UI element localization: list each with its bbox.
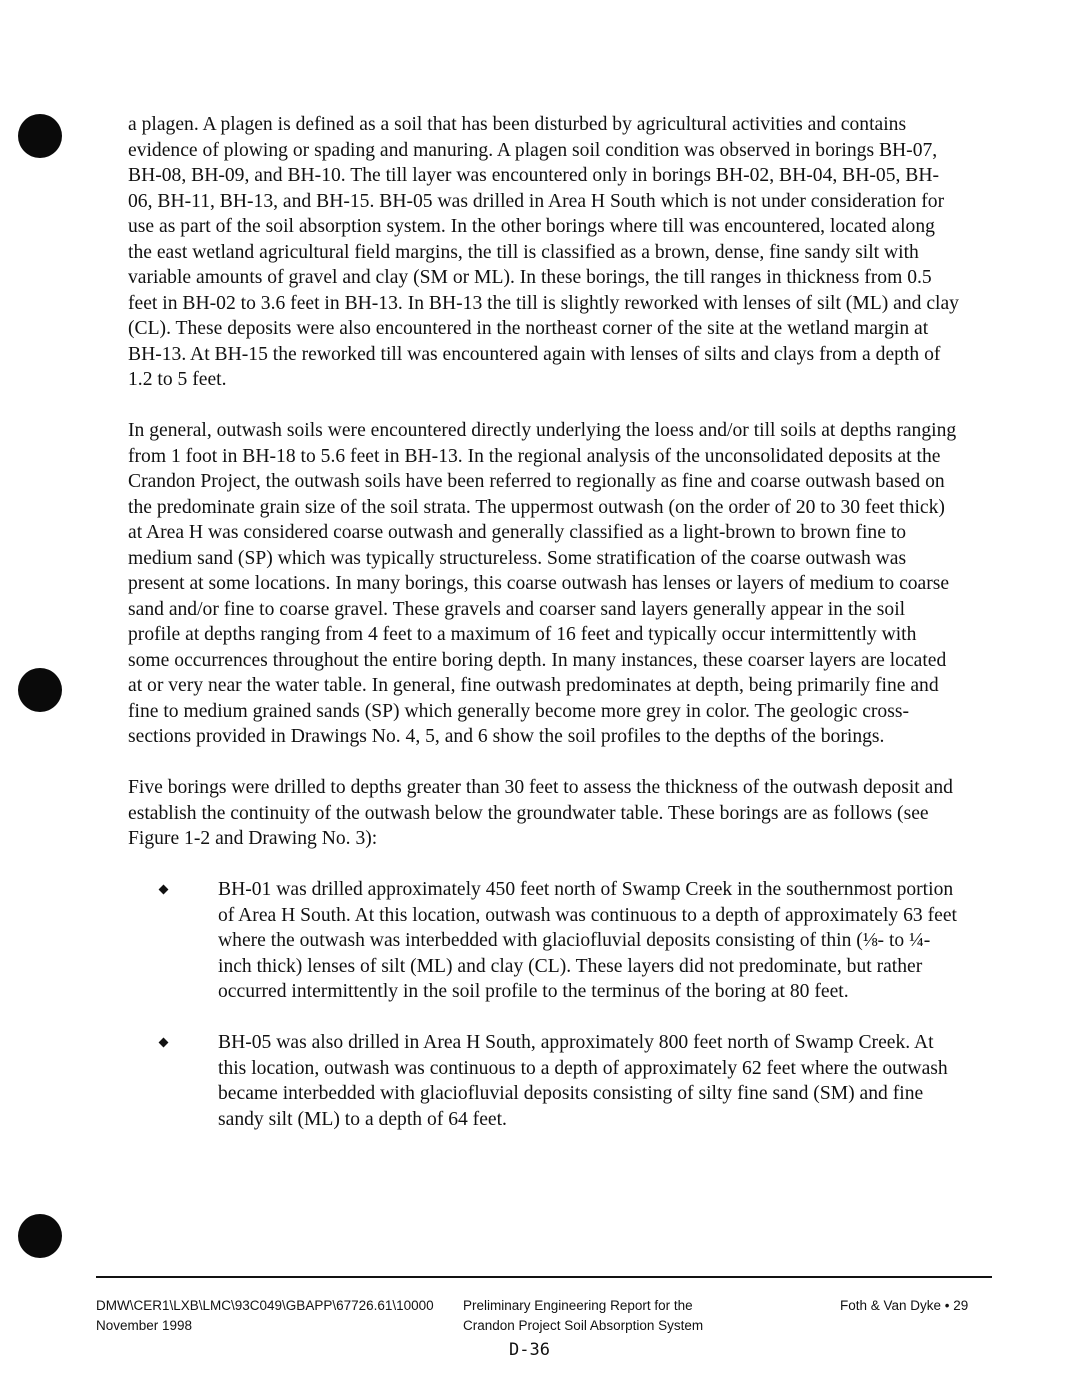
punch-hole-top [18,114,62,158]
list-item [128,877,960,1005]
footer-right [840,1296,968,1316]
boring-list [128,877,960,1132]
footer-left [96,1296,434,1336]
footer-divider [96,1276,992,1278]
diamond-bullet-icon [159,1038,169,1048]
punch-hole-middle [18,668,62,712]
punch-hole-bottom [18,1214,62,1258]
footer-center [463,1296,703,1336]
footer-firm-page: Foth & Van Dyke • 29 [840,1298,969,1313]
report-body [128,112,960,1158]
diamond-bullet-icon [159,885,169,895]
footer-report-title-line1: Preliminary Engineering Report for the [463,1298,693,1313]
footer-file-path: DMW\CER1\LXB\LMC\93C049\GBAPP\67726.61\10000 [96,1298,434,1313]
paragraph-outwash-soils: In general, outwash soils were encountered directly underlying the loess and/or till soils at depths ranging from 1 foot in BH-18 to 5.6 feet in BH-13. In the regional analysis of the unconsolidated deposits at the Crandon Project, the outwash soils have been referred to regionally as fine and coarse outwash based on the predominate grain size of the soil strata. The uppermost outwash (on the order of 20 to 30 feet thick) at Area H was considered coarse outwash and generally classified as a light-brown to brown fine to medium sand (SP) which was typically structureless. Some stratification of the coarse outwash was present at some locations. In many borings, this coarse outwash has lenses or layers of medium to coarse sand and/or fine to coarse gravel. These gravels and coarser sand layers generally appear in the soil profile at depths ranging from 4 feet to a maximum of 16 feet and typically occur intermittently with some occurrences throughout the entire boring depth. In many instances, these coarser layers are located at or very near the water table. In general, fine outwash predominates at depth, being primarily fine and fine to medium grained sands (SP) which generally become more grey in color. The geologic cross-sections provided in Drawings No. 4, 5, and 6 show the soil profiles to the depths of the borings. [128,420,957,747]
paragraph-plagen-till: a plagen. A plagen is defined as a soil that has been disturbed by agricultural activities and contains evidence of plowing or spading and manuring. A plagen soil condition was observed in borings BH-07, BH-08, BH-09, and BH-10. The till layer was encountered only in borings BH-02, BH-04, BH-05, BH-06, BH-11, BH-13, and BH-15. BH-05 was drilled in Area H South which is not under consideration for use as part of the soil absorption system. In the other borings where till was encountered, located along the east wetland agricultural field margins, the till is classified as a brown, dense, fine sandy silt with variable amounts of gravel and clay (SM or ML). In these borings, the till ranges in thickness from 0.5 feet in BH-02 to 3.6 feet in BH-13. In BH-13 the till is slightly reworked with lenses of silt (ML) and clay (CL). These deposits were also encountered in the northeast corner of the site at the wetland margin at BH-13. At BH-15 the reworked till was encountered again with lenses of silts and clays from a depth of 1.2 to 5 feet. [128,114,959,390]
footer-report-title-line2: Crandon Project Soil Absorption System [463,1318,704,1333]
footer-date: November 1998 [96,1318,193,1333]
paragraph-deep-borings: Five borings were drilled to depths greater than 30 feet to assess the thickness of the outwash deposit and establish the continuity of the outwash below the groundwater table. These borings are as follows (see Figure 1-2 and Drawing No. 3): [128,777,953,849]
list-item-text: BH-05 was also drilled in Area H South, approximately 800 feet north of Swamp Creek. At this location, outwash was continuous to a depth of approximately 62 feet where the outwash became interbedded with glaciofluvial deposits consisting of silty fine sand (SM) and fine sandy silt (ML) to a depth of 64 feet. [218,1032,948,1130]
list-item [128,1030,960,1132]
page-code: D-36 [509,1340,550,1360]
list-item-text: BH-01 was drilled approximately 450 feet north of Swamp Creek in the southernmost portion of Area H South. At this location, outwash was continuous to a depth of approximately 63 feet where the outwash was interbedded with glaciofluvial deposits consisting of thin (⅛- to ¼-inch thick) lenses of silt (ML) and clay (CL). These layers did not predominate, but rather occurred intermittently in the soil profile to the terminus of the boring at 80 feet. [218,879,957,1002]
